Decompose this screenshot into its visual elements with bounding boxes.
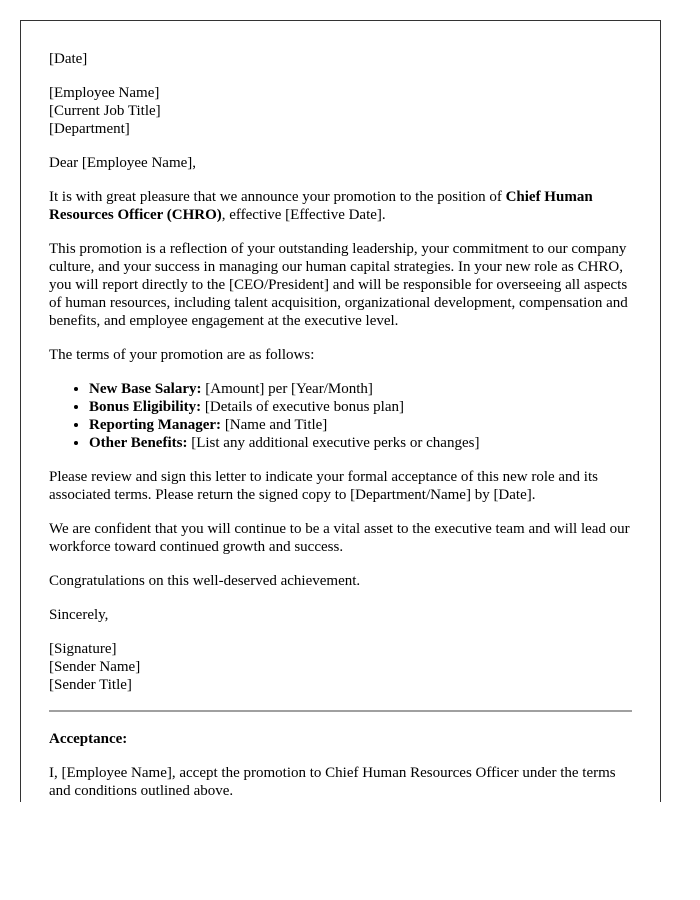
term-value: [List any additional executive perks or changes] <box>187 435 480 451</box>
terms-intro: The terms of your promotion are as follows: <box>49 347 315 363</box>
review-paragraph: Please review and sign this letter to indicate your formal acceptance of this new role and its associated terms. Please return the signed copy to [Department/Name] by [Date]. <box>49 469 598 503</box>
term-value: [Name and Title] <box>221 417 328 433</box>
term-value: [Details of executive bonus plan] <box>201 399 404 415</box>
letter-date: [Date] <box>49 51 88 67</box>
term-item-base-salary <box>89 380 632 398</box>
sender-name: [Sender Name] <box>49 659 141 675</box>
section-divider <box>49 710 632 712</box>
term-value: [Amount] per [Year/Month] <box>201 381 373 397</box>
term-item-other-benefits <box>89 434 632 452</box>
body-paragraph: This promotion is a reflection of your outstanding leadership, your commitment to our company culture, and your success in managing our human capital strategies. In your new role as CHRO, you will report directly to the [CEO/President] and will be responsible for overseeing all aspects of human resources, including talent acquisition, organizational development, compensation and benefits, and employee engagement at the executive level. <box>49 241 628 329</box>
promotion-letter <box>20 20 661 802</box>
terms-list <box>49 380 632 452</box>
term-label: New Base Salary: <box>89 381 202 397</box>
recipient-name: [Employee Name] <box>49 85 160 101</box>
intro-text-before: It is with great pleasure that we announce your promotion to the position of <box>49 189 506 205</box>
recipient-department: [Department] <box>49 121 130 137</box>
term-label: Reporting Manager: <box>89 417 222 433</box>
recipient-block <box>49 84 632 138</box>
term-item-reporting-manager <box>89 416 632 434</box>
term-label: Bonus Eligibility: <box>89 399 202 415</box>
term-label: Other Benefits: <box>89 435 188 451</box>
acceptance-heading: Acceptance: <box>49 731 128 747</box>
salutation: Dear [Employee Name], <box>49 155 197 171</box>
recipient-job-title: [Current Job Title] <box>49 103 161 119</box>
closing: Sincerely, <box>49 607 109 623</box>
intro-text-after: , effective [Effective Date]. <box>221 207 386 223</box>
confidence-paragraph: We are confident that you will continue to be a vital asset to the executive team and will lead our workforce toward continued growth and success. <box>49 521 630 555</box>
intro-paragraph <box>49 188 632 224</box>
new-position-title: Chief Human Resources Officer (CHRO) <box>49 189 593 223</box>
sender-title: [Sender Title] <box>49 677 132 693</box>
sender-signature: [Signature] <box>49 641 117 657</box>
sender-block <box>49 640 632 694</box>
acceptance-statement: I, [Employee Name], accept the promotion to Chief Human Resources Officer under the terms and conditions outlined above. <box>49 765 616 799</box>
congratulations-line: Congratulations on this well-deserved achievement. <box>49 573 361 589</box>
term-item-bonus-eligibility <box>89 398 632 416</box>
